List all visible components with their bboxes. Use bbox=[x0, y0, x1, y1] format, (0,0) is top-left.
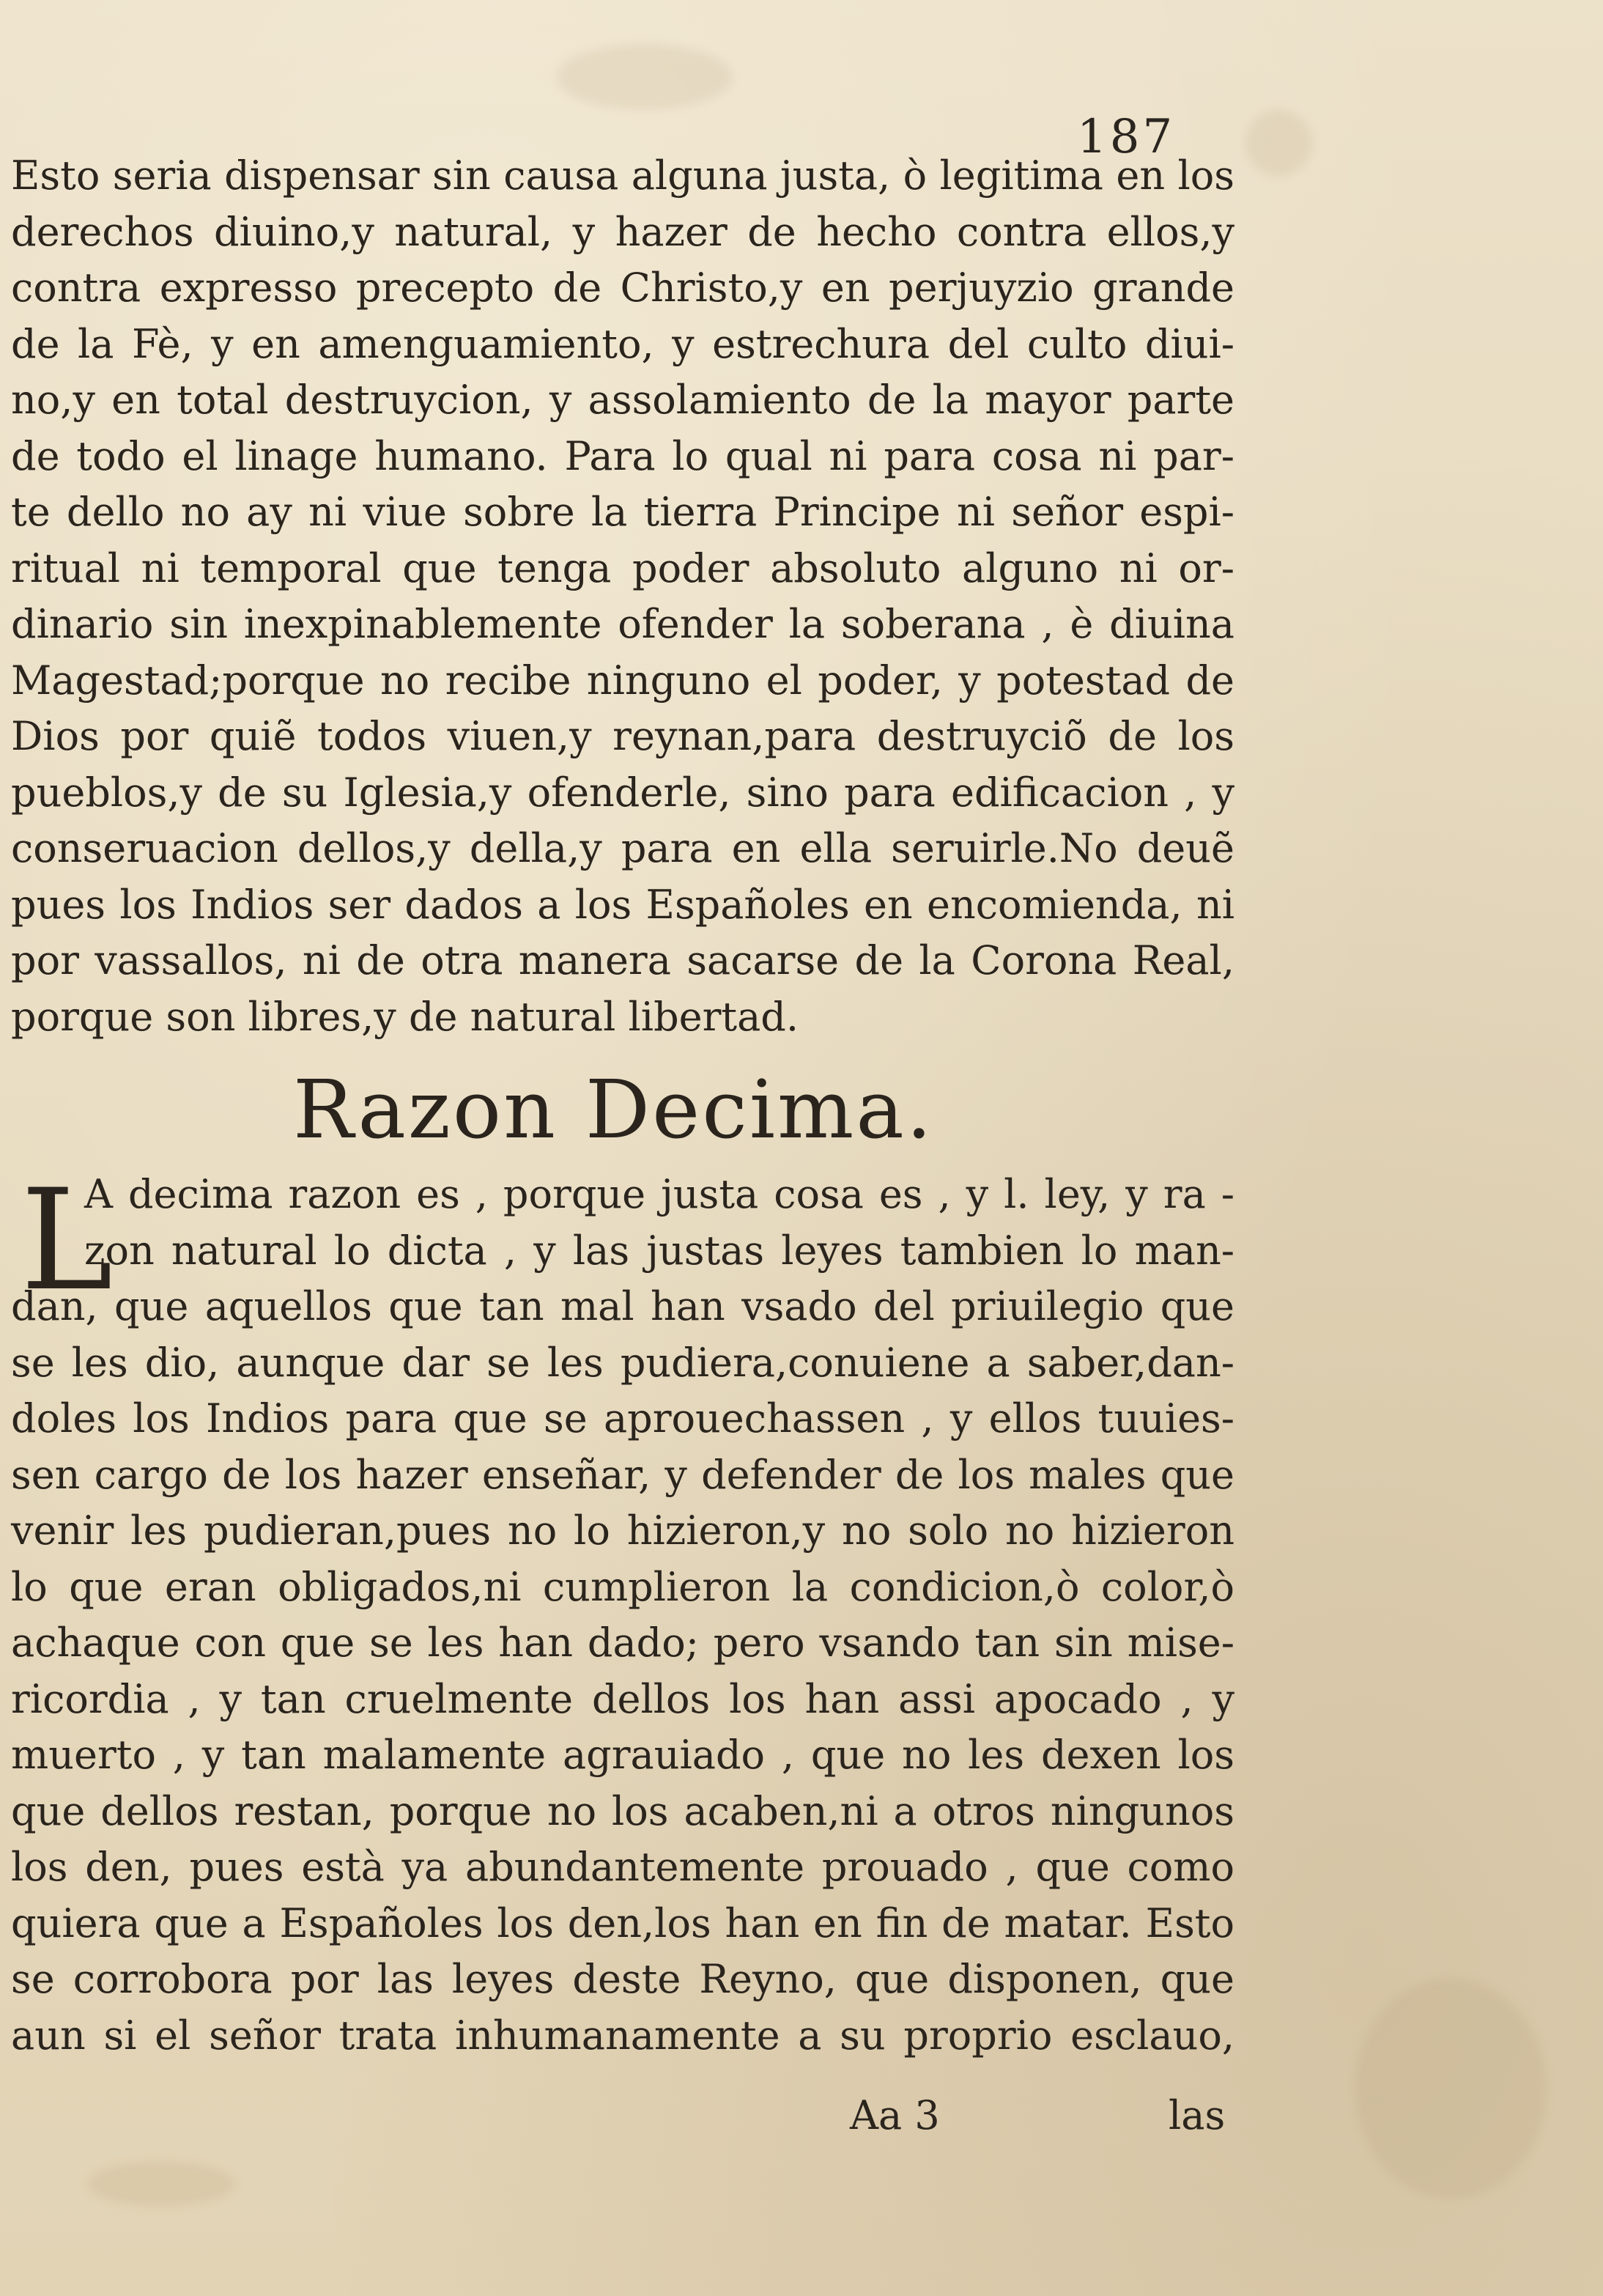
text-line: ricordia , y tan cruelmente dellos los han assi apocado , y bbox=[11, 1675, 1234, 1722]
text-line: por vassallos, ni de otra manera sacarse de la Corona Real, bbox=[11, 937, 1234, 983]
catchword: las bbox=[1169, 2092, 1226, 2138]
text-line: conseruacion dellos,y della,y para en ella seruirle.No deuẽ bbox=[11, 825, 1234, 871]
text-line: venir les pudieran,pues no lo hizieron,y no solo no hizieron bbox=[11, 1507, 1234, 1554]
page-number: 187 bbox=[1077, 110, 1176, 164]
text-line: no,y en total destruycion, y assolamiento de la mayor parte bbox=[11, 377, 1234, 423]
drop-cap: L bbox=[21, 1159, 114, 1321]
section-heading: Razon Decima. bbox=[293, 1063, 934, 1156]
text-line: lo que eran obligados,ni cumplieron la condicion,ò color,ò bbox=[11, 1563, 1234, 1610]
text-line: que dellos restan, porque no los acaben,ni a otros ningunos bbox=[11, 1787, 1234, 1834]
paragraph-2 bbox=[11, 1167, 1234, 2064]
text-line: dan, que aquellos que tan mal han vsado del priuilegio que bbox=[11, 1283, 1234, 1329]
text-line: zon natural lo dicta , y las justas leyes tambien lo man- bbox=[84, 1227, 1234, 1274]
text-line: pueblos,y de su Iglesia,y ofenderle, sino para edificacion , y bbox=[11, 769, 1234, 816]
paper-stain bbox=[557, 44, 733, 110]
text-line: sen cargo de los hazer enseñar, y defender de los males que bbox=[11, 1451, 1234, 1498]
text-line: dinario sin inexpinablemente ofender la soberana , è diuina bbox=[11, 601, 1234, 647]
text-line: de todo el linage humano. Para lo qual ni para cosa ni par- bbox=[11, 432, 1234, 479]
paper-stain bbox=[1245, 110, 1311, 176]
text-line: los den, pues està ya abundantemente prouado , que como bbox=[11, 1844, 1234, 1890]
text-line: muerto , y tan malamente agrauiado , que no les dexen los bbox=[11, 1732, 1234, 1778]
text-line: te dello no ay ni viue sobre la tierra Principe ni señor espi- bbox=[11, 489, 1234, 535]
text-line: Dios por quiẽ todos viuen,y reynan,para destruyciõ de los bbox=[11, 713, 1234, 759]
text-line: Esto seria dispensar sin causa alguna justa, ò legitima en los bbox=[11, 152, 1234, 199]
text-line: Magestad;porque no recibe ninguno el poder, y potestad de bbox=[11, 657, 1234, 704]
text-line: se corrobora por las leyes deste Reyno, que disponen, que bbox=[11, 1956, 1234, 2002]
text-line: de la Fè, y en amenguamiento, y estrechura del culto diui- bbox=[11, 320, 1234, 367]
text-line: quiera que a Españoles los den,los han en fin de matar. Esto bbox=[11, 1900, 1234, 1946]
text-line: pues los Indios ser dados a los Españoles en encomienda, ni bbox=[11, 881, 1234, 928]
text-line: achaque con que se les han dado; pero vsando tan sin mise- bbox=[11, 1620, 1234, 1666]
text-line: A decima razon es , porque justa cosa es , y l. ley, y ra - bbox=[84, 1171, 1234, 1217]
text-line: contra expresso precepto de Christo,y en perjuyzio grande bbox=[11, 265, 1234, 311]
paper-stain bbox=[88, 2162, 234, 2206]
text-line: ritual ni temporal que tenga poder absoluto alguno ni or- bbox=[11, 545, 1234, 591]
paper-stain bbox=[1355, 1979, 1546, 2199]
paragraph-1 bbox=[11, 148, 1234, 1045]
text-line: doles los Indios para que se aprouechassen , y ellos tuuies- bbox=[11, 1395, 1234, 1442]
signature-mark: Aa 3 bbox=[850, 2092, 940, 2138]
text-line: se les dio, aunque dar se les pudiera,conuiene a saber,dan- bbox=[11, 1339, 1234, 1386]
text-line: porque son libres,y de natural libertad. bbox=[11, 993, 799, 1040]
text-line: derechos diuino,y natural, y hazer de hecho contra ellos,y bbox=[11, 208, 1234, 255]
text-line: aun si el señor trata inhumanamente a su proprio esclauo, bbox=[11, 2012, 1234, 2059]
